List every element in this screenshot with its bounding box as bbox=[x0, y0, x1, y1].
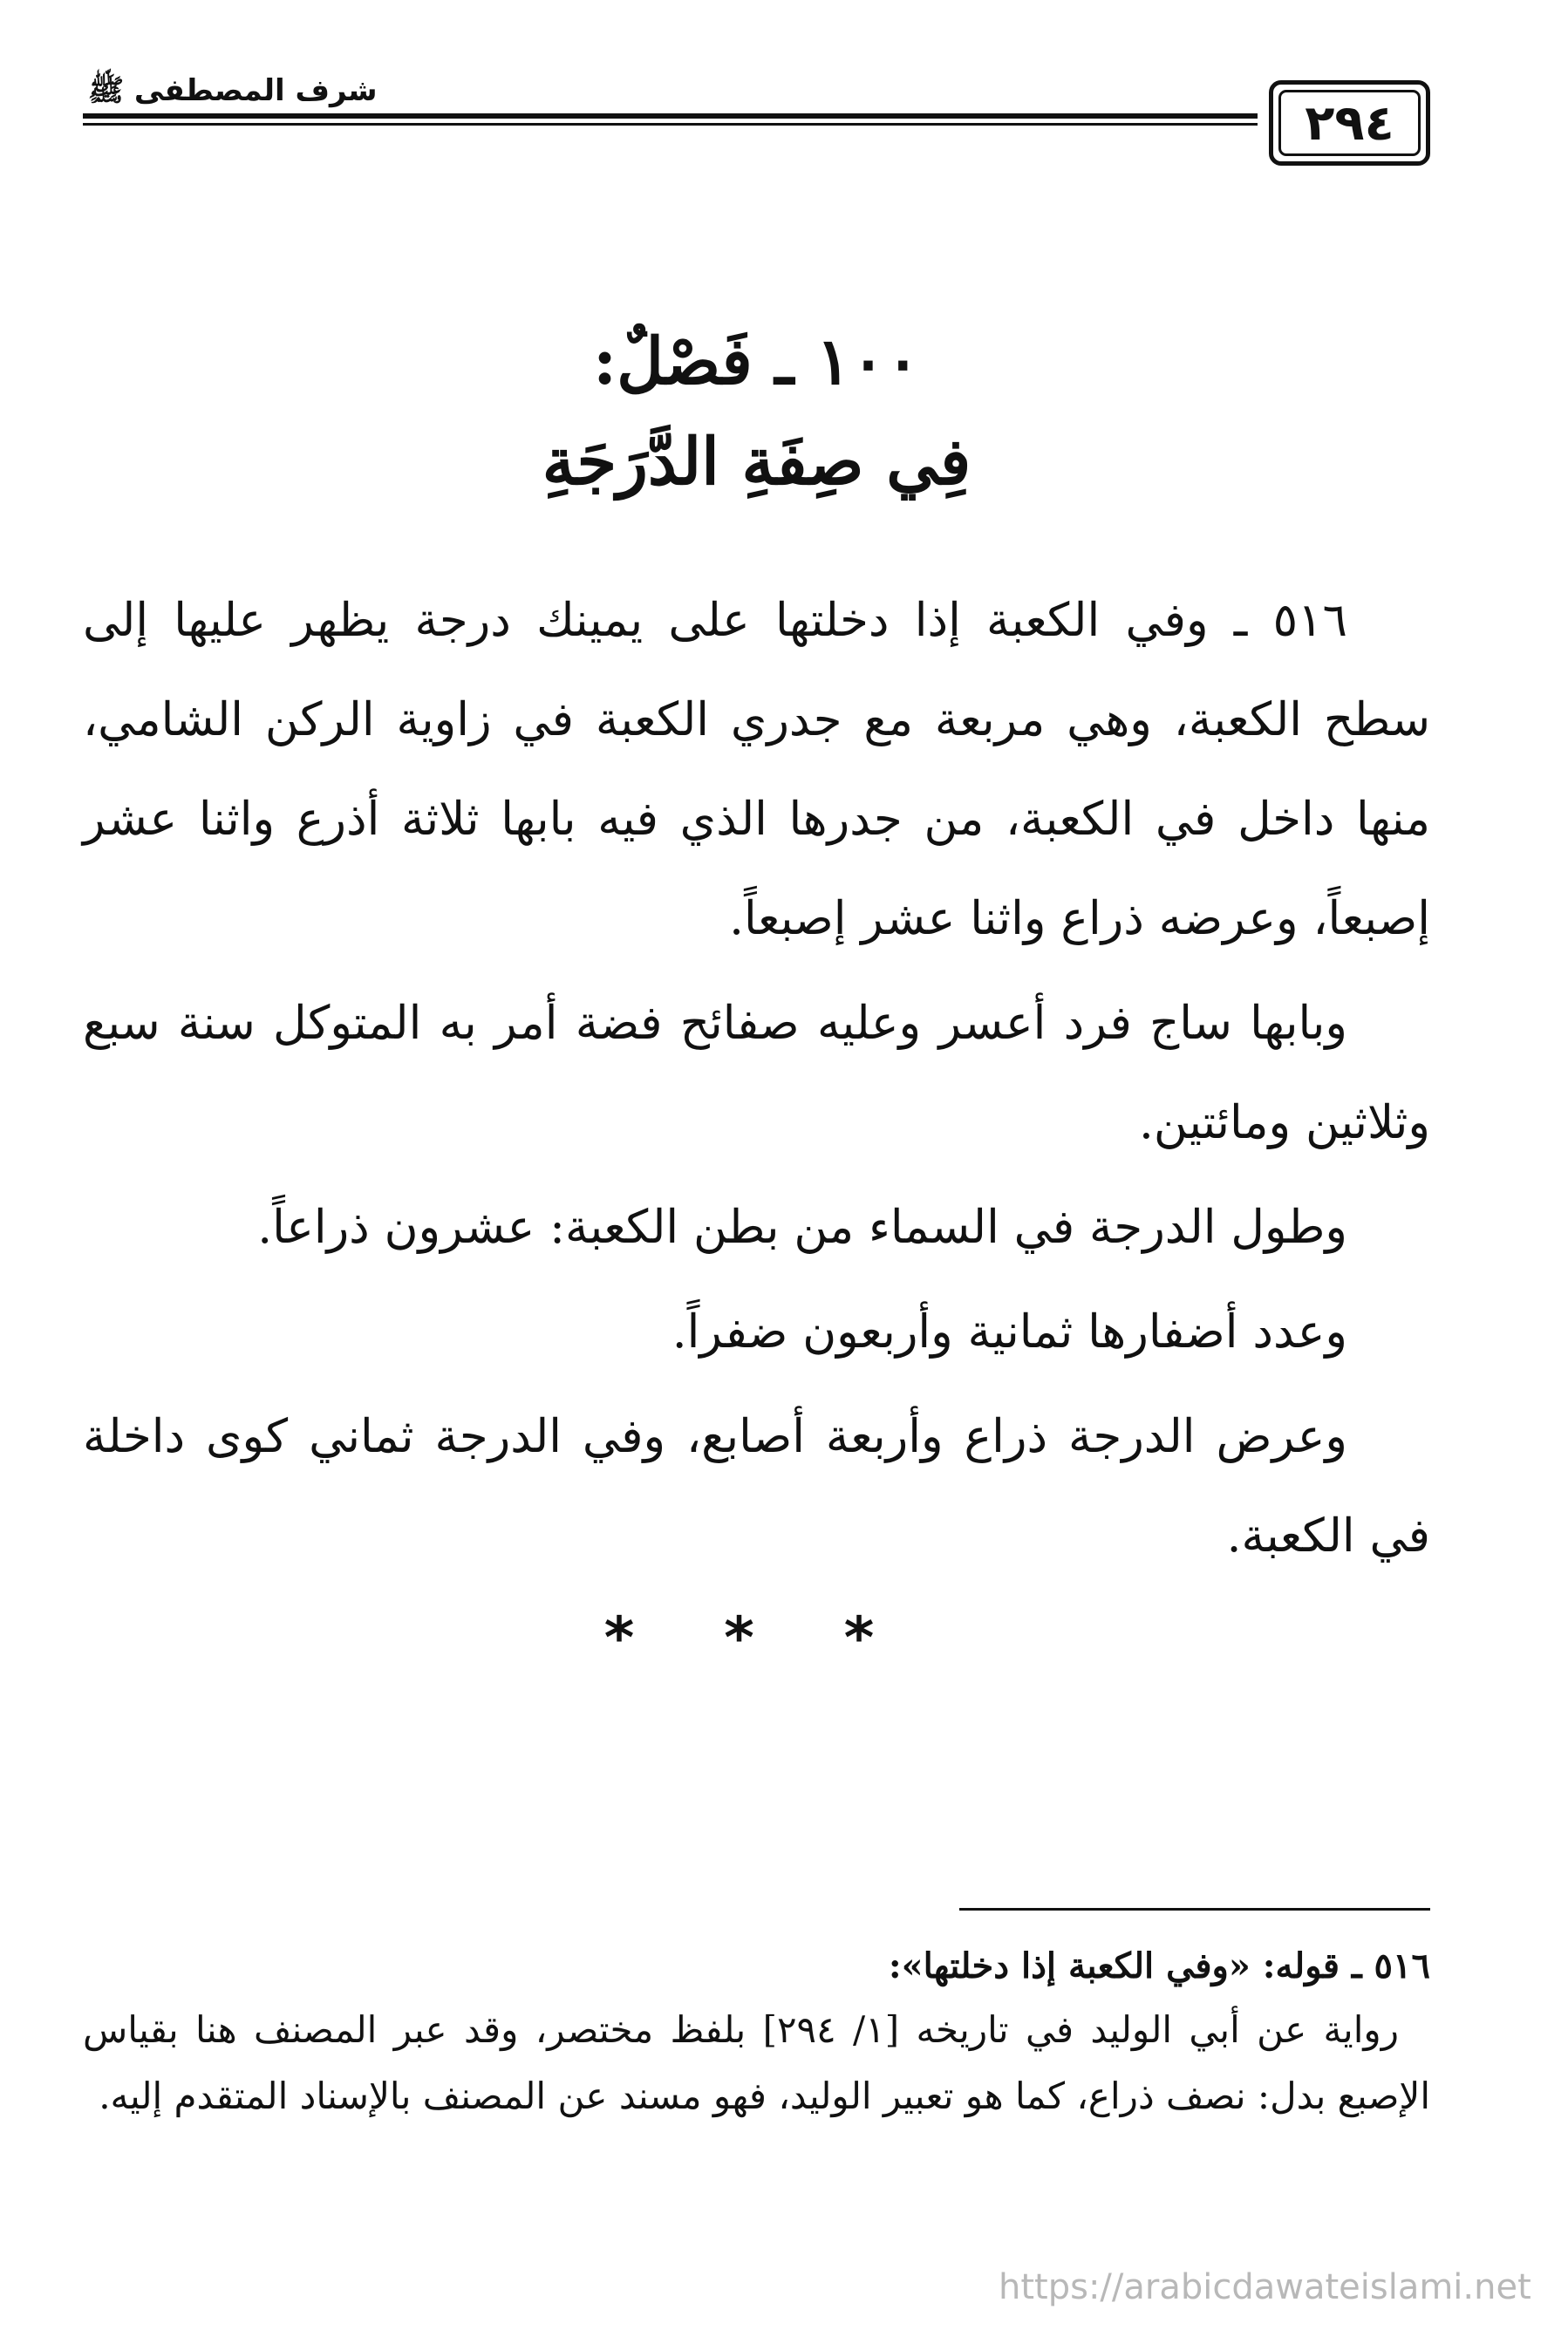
book-title: شرف المصطفى ﷺ bbox=[83, 72, 390, 110]
page-number: ٢٩٤ bbox=[1278, 90, 1421, 156]
header-rule bbox=[83, 113, 1258, 126]
chapter-title: فِي صِفَةِ الدَّرَجَةِ bbox=[542, 425, 971, 500]
page-number-frame bbox=[1269, 80, 1430, 166]
paragraph: وبابها ساج فرد أعسر وعليه صفائح فضة أمر به المتوكل سنة سبع وثلاثين ومائتين. bbox=[83, 997, 1430, 1149]
footnote-divider bbox=[959, 1908, 1430, 1911]
paragraph: وطول الدرجة في السماء من بطن الكعبة: عشرون ذراعاً. bbox=[257, 1201, 1347, 1254]
running-header bbox=[83, 72, 1430, 172]
paragraph: ٥١٦ ـ وفي الكعبة إذا دخلتها على يمينك درجة يظهر عليها إلى سطح الكعبة، وهي مربعة مع جدري الكعبة في زاوية الركن الشامي، منها داخل في الكعبة، من جدرها الذي فيه بابها ثلاثة أذرع واثنا عشر إصبعاً، وعرضه ذراع واثنا عشر إصبعاً. bbox=[83, 594, 1430, 945]
chapter-number: ١٠٠ ـ فَصْلٌ: bbox=[592, 324, 921, 399]
footnote-text: رواية عن أبي الوليد في تاريخه [١/ ٢٩٤] بلفظ مختصر، وقد عبر المصنف هنا بقياس الإصبع بدل: نصف ذراع، كما هو تعبير الوليد، فهو مسند عن المصنف بالإسناد المتقدم إليه. bbox=[83, 2008, 1430, 2117]
watermark-url: https://arabicdawateislami.net bbox=[999, 2267, 1531, 2307]
paragraph: وعدد أضفارها ثمانية وأربعون ضفراً. bbox=[672, 1305, 1347, 1359]
footnotes bbox=[83, 1936, 1430, 2129]
paragraph: وعرض الدرجة ذراع وأربعة أصابع، وفي الدرجة ثماني كوى داخلة في الكعبة. bbox=[83, 1410, 1430, 1563]
body-text bbox=[83, 571, 1430, 1591]
footnote-heading: ٥١٦ ـ قوله: «وفي الكعبة إذا دخلتها»: bbox=[888, 1945, 1430, 1986]
chapter-heading bbox=[83, 314, 1430, 514]
section-separator: * * * bbox=[603, 1604, 910, 1672]
